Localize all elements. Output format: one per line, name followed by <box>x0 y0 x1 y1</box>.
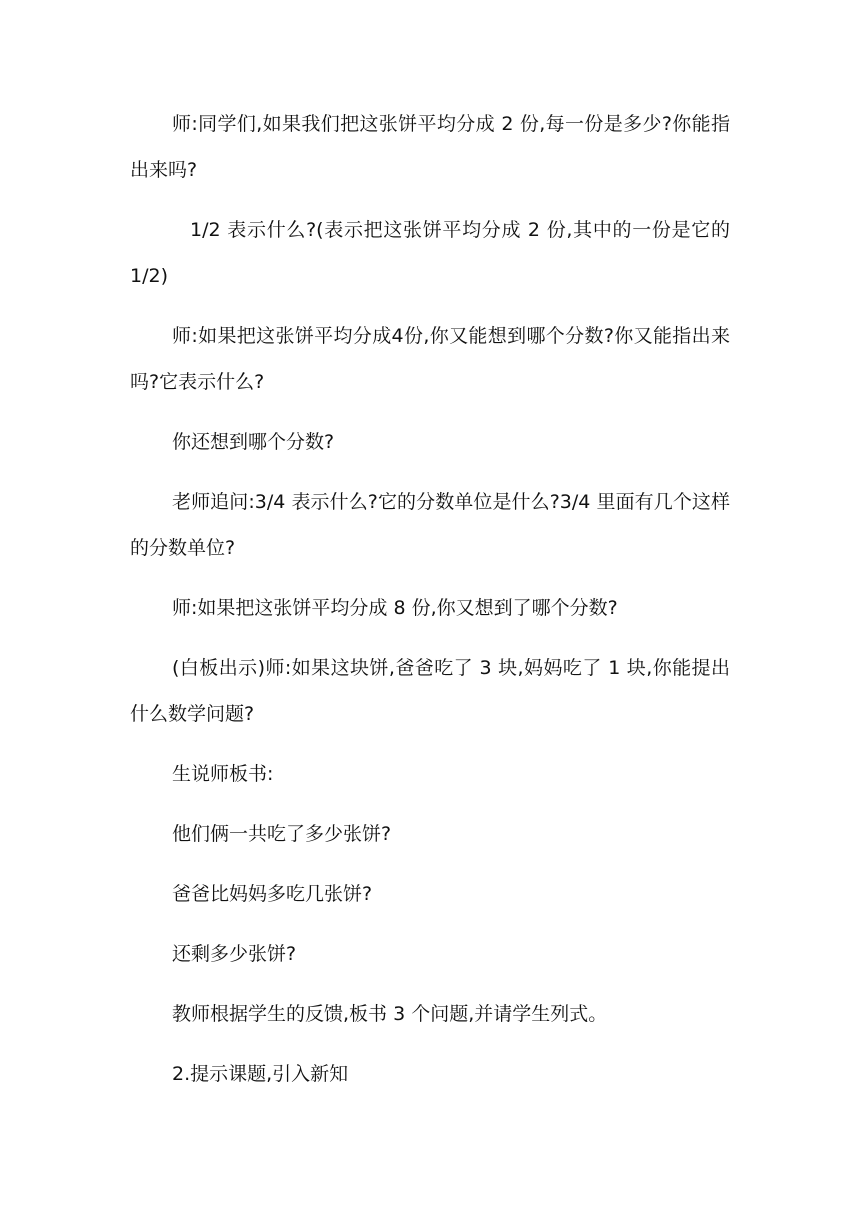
paragraph-question-remaining: 还剩多少张饼? <box>172 943 297 965</box>
paragraph-teacher-question-quarters: 师:如果把这张饼平均分成4份,你又能想到哪个分数?你又能指出来吗?它表示什么? <box>130 325 730 393</box>
paragraph-question-total-eaten: 他们俩一共吃了多少张饼? <box>172 823 392 845</box>
paragraph-question-difference: 爸爸比妈妈多吃几张饼? <box>172 883 373 905</box>
paragraph-board-writing-intro: 生说师板书: <box>172 763 274 785</box>
document-body <box>130 101 730 1097</box>
paragraph-other-fractions: 你还想到哪个分数? <box>172 431 335 453</box>
paragraph-teacher-follow-up: 老师追问:3/4 表示什么?它的分数单位是什么?3/4 里面有几个这样的分数单位? <box>130 491 730 559</box>
paragraph-teacher-question-eighths: 师:如果把这张饼平均分成 8 份,你又想到了哪个分数? <box>172 597 618 619</box>
paragraph-teacher-feedback: 教师根据学生的反馈,板书 3 个问题,并请学生列式。 <box>172 1003 608 1025</box>
section-heading-introduce-topic: 2.提示课题,引入新知 <box>172 1063 349 1085</box>
paragraph-teacher-question-halves: 师:同学们,如果我们把这张饼平均分成 2 份,每一份是多少?你能指出来吗? <box>130 113 730 181</box>
paragraph-meaning-of-one-half: 1/2 表示什么?(表示把这张饼平均分成 2 份,其中的一份是它的 1/2) <box>130 219 730 287</box>
paragraph-whiteboard-problem: (白板出示)师:如果这块饼,爸爸吃了 3 块,妈妈吃了 1 块,你能提出什么数学问题? <box>130 657 730 725</box>
